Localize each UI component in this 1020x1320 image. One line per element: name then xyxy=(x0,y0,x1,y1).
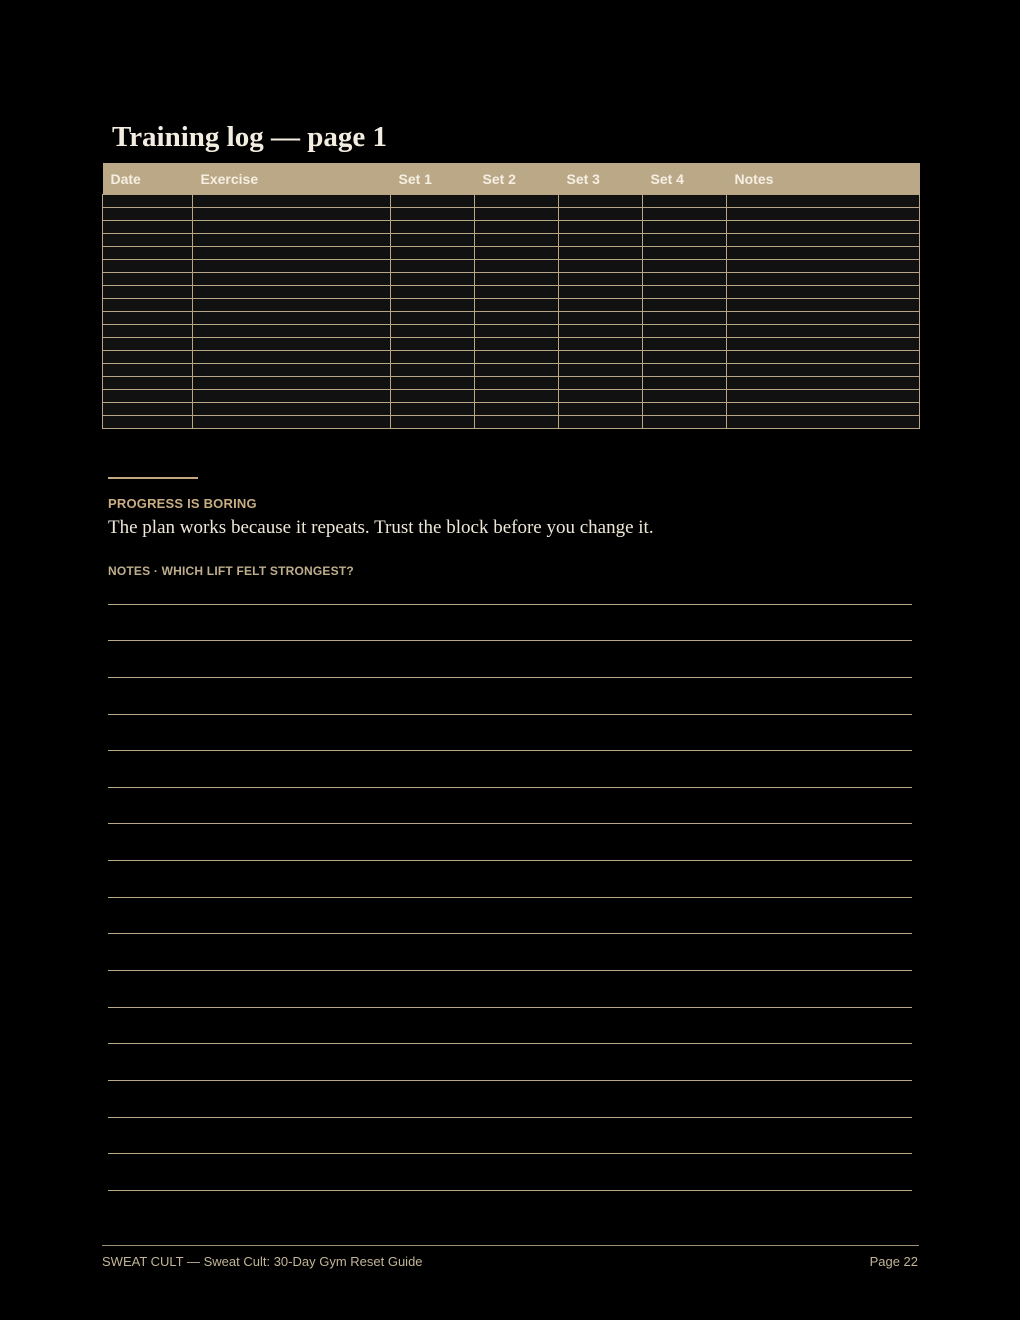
table-cell[interactable] xyxy=(103,325,193,338)
table-cell[interactable] xyxy=(727,364,920,377)
table-cell[interactable] xyxy=(193,312,391,325)
accent-divider xyxy=(108,477,198,479)
table-cell[interactable] xyxy=(475,273,559,286)
table-cell[interactable] xyxy=(391,364,475,377)
note-line[interactable] xyxy=(108,898,912,935)
note-line[interactable] xyxy=(108,751,912,788)
training-log-table xyxy=(102,163,920,429)
table-cell[interactable] xyxy=(475,390,559,403)
table-cell[interactable] xyxy=(193,351,391,364)
table-cell[interactable] xyxy=(475,377,559,390)
table-cell[interactable] xyxy=(727,247,920,260)
table-cell[interactable] xyxy=(727,273,920,286)
table-cell[interactable] xyxy=(475,208,559,221)
table-cell[interactable] xyxy=(391,234,475,247)
table-cell[interactable] xyxy=(193,403,391,416)
footer-page-number: Page 22 xyxy=(869,1254,918,1269)
table-row xyxy=(103,260,920,273)
table-cell[interactable] xyxy=(103,208,193,221)
table-cell[interactable] xyxy=(727,208,920,221)
column-header-date: Date xyxy=(103,163,193,195)
table-cell[interactable] xyxy=(559,195,643,208)
table-cell[interactable] xyxy=(727,325,920,338)
table-row xyxy=(103,208,920,221)
table-row xyxy=(103,416,920,429)
table-cell[interactable] xyxy=(475,325,559,338)
column-header-set-3: Set 3 xyxy=(559,163,643,195)
table-cell[interactable] xyxy=(643,221,727,234)
table-cell[interactable] xyxy=(193,338,391,351)
table-cell[interactable] xyxy=(103,351,193,364)
table-cell[interactable] xyxy=(103,286,193,299)
table-cell[interactable] xyxy=(391,416,475,429)
table-cell[interactable] xyxy=(643,351,727,364)
table-cell[interactable] xyxy=(643,273,727,286)
table-cell[interactable] xyxy=(103,299,193,312)
table-cell[interactable] xyxy=(643,208,727,221)
table-cell[interactable] xyxy=(643,377,727,390)
note-line[interactable] xyxy=(108,824,912,861)
table-row xyxy=(103,403,920,416)
table-cell[interactable] xyxy=(727,260,920,273)
note-line[interactable] xyxy=(108,1044,912,1081)
table-cell[interactable] xyxy=(391,299,475,312)
table-cell[interactable] xyxy=(559,364,643,377)
footer-divider xyxy=(102,1245,919,1246)
note-line[interactable] xyxy=(108,1118,912,1155)
table-cell[interactable] xyxy=(193,286,391,299)
table-cell[interactable] xyxy=(727,312,920,325)
table-cell[interactable] xyxy=(391,273,475,286)
table-row xyxy=(103,273,920,286)
table-cell[interactable] xyxy=(727,390,920,403)
table-cell[interactable] xyxy=(559,299,643,312)
table-cell[interactable] xyxy=(475,234,559,247)
table-cell[interactable] xyxy=(475,403,559,416)
table-cell[interactable] xyxy=(193,377,391,390)
table-cell[interactable] xyxy=(559,286,643,299)
table-cell[interactable] xyxy=(103,377,193,390)
table-cell[interactable] xyxy=(193,247,391,260)
table-cell[interactable] xyxy=(643,325,727,338)
table-cell[interactable] xyxy=(643,299,727,312)
table-cell[interactable] xyxy=(727,221,920,234)
table-cell[interactable] xyxy=(193,390,391,403)
table-cell[interactable] xyxy=(727,299,920,312)
table-cell[interactable] xyxy=(475,299,559,312)
table-cell[interactable] xyxy=(103,416,193,429)
table-cell[interactable] xyxy=(193,273,391,286)
column-header-set-4: Set 4 xyxy=(643,163,727,195)
table-cell[interactable] xyxy=(475,260,559,273)
table-cell[interactable] xyxy=(193,416,391,429)
table-row xyxy=(103,325,920,338)
table-cell[interactable] xyxy=(727,377,920,390)
note-line[interactable] xyxy=(108,678,912,715)
notes-writing-area xyxy=(108,568,912,1191)
table-cell[interactable] xyxy=(103,247,193,260)
note-line[interactable] xyxy=(108,605,912,642)
table-row xyxy=(103,351,920,364)
table-cell[interactable] xyxy=(391,195,475,208)
table-row xyxy=(103,299,920,312)
table-cell[interactable] xyxy=(103,338,193,351)
table-cell[interactable] xyxy=(559,338,643,351)
column-header-set-2: Set 2 xyxy=(475,163,559,195)
table-cell[interactable] xyxy=(475,195,559,208)
table-cell[interactable] xyxy=(193,260,391,273)
table-cell[interactable] xyxy=(727,286,920,299)
callout-label: PROGRESS IS BORING xyxy=(108,496,257,511)
table-cell[interactable] xyxy=(559,312,643,325)
table-cell[interactable] xyxy=(103,390,193,403)
table-cell[interactable] xyxy=(103,273,193,286)
table-cell[interactable] xyxy=(559,325,643,338)
table-row xyxy=(103,234,920,247)
page-title: Training log — page 1 xyxy=(112,121,387,153)
table-cell[interactable] xyxy=(391,403,475,416)
table-cell[interactable] xyxy=(391,377,475,390)
table-cell[interactable] xyxy=(727,351,920,364)
table-cell[interactable] xyxy=(475,221,559,234)
note-line[interactable] xyxy=(108,971,912,1008)
table-cell[interactable] xyxy=(559,260,643,273)
table-cell[interactable] xyxy=(193,325,391,338)
table-cell[interactable] xyxy=(643,416,727,429)
table-cell[interactable] xyxy=(391,325,475,338)
note-line[interactable] xyxy=(108,568,912,605)
table-cell[interactable] xyxy=(103,195,193,208)
table-row xyxy=(103,390,920,403)
table-cell[interactable] xyxy=(103,403,193,416)
table-cell[interactable] xyxy=(103,221,193,234)
table-cell[interactable] xyxy=(643,260,727,273)
table-cell[interactable] xyxy=(643,195,727,208)
table-cell[interactable] xyxy=(643,403,727,416)
table-cell[interactable] xyxy=(643,338,727,351)
table-row xyxy=(103,195,920,208)
table-cell[interactable] xyxy=(475,338,559,351)
table-cell[interactable] xyxy=(475,351,559,364)
note-line[interactable] xyxy=(108,715,912,752)
table-cell[interactable] xyxy=(391,338,475,351)
table-cell[interactable] xyxy=(727,403,920,416)
table-body xyxy=(103,195,920,429)
table-cell[interactable] xyxy=(643,390,727,403)
table-cell[interactable] xyxy=(103,260,193,273)
table-cell[interactable] xyxy=(727,234,920,247)
note-line[interactable] xyxy=(108,861,912,898)
table-cell[interactable] xyxy=(103,364,193,377)
table-cell[interactable] xyxy=(391,260,475,273)
table-header-row xyxy=(103,163,920,195)
column-header-notes: Notes xyxy=(727,163,920,195)
table-row xyxy=(103,221,920,234)
table-cell[interactable] xyxy=(475,364,559,377)
table-cell[interactable] xyxy=(391,390,475,403)
table-cell[interactable] xyxy=(559,416,643,429)
table-cell[interactable] xyxy=(391,247,475,260)
table-row xyxy=(103,338,920,351)
table-cell[interactable] xyxy=(559,234,643,247)
table-row xyxy=(103,247,920,260)
table-row xyxy=(103,377,920,390)
table-cell[interactable] xyxy=(193,234,391,247)
table-cell[interactable] xyxy=(391,221,475,234)
table-cell[interactable] xyxy=(727,338,920,351)
table-cell[interactable] xyxy=(559,377,643,390)
table-row xyxy=(103,286,920,299)
table-cell[interactable] xyxy=(643,247,727,260)
footer-document-title: SWEAT CULT — Sweat Cult: 30-Day Gym Reset Guide xyxy=(102,1254,423,1269)
table-cell[interactable] xyxy=(475,286,559,299)
table-cell[interactable] xyxy=(559,208,643,221)
table-cell[interactable] xyxy=(727,416,920,429)
table-cell[interactable] xyxy=(559,273,643,286)
table-cell[interactable] xyxy=(193,221,391,234)
note-line[interactable] xyxy=(108,788,912,825)
column-header-exercise: Exercise xyxy=(193,163,391,195)
table-cell[interactable] xyxy=(391,286,475,299)
note-line[interactable] xyxy=(108,1081,912,1118)
notes-label: NOTES · WHICH LIFT FELT STRONGEST? xyxy=(108,564,354,578)
table-cell[interactable] xyxy=(193,364,391,377)
table-cell[interactable] xyxy=(475,312,559,325)
table-cell[interactable] xyxy=(559,390,643,403)
table-cell[interactable] xyxy=(391,208,475,221)
callout-body: The plan works because it repeats. Trust the block before you change it. xyxy=(108,517,654,538)
table-cell[interactable] xyxy=(727,195,920,208)
table-cell[interactable] xyxy=(643,312,727,325)
table-row xyxy=(103,364,920,377)
note-line[interactable] xyxy=(108,934,912,971)
table-cell[interactable] xyxy=(559,247,643,260)
table-cell[interactable] xyxy=(193,208,391,221)
column-header-set-1: Set 1 xyxy=(391,163,475,195)
table-row xyxy=(103,312,920,325)
table-cell[interactable] xyxy=(643,286,727,299)
note-line[interactable] xyxy=(108,1154,912,1191)
table-cell[interactable] xyxy=(103,312,193,325)
table-cell[interactable] xyxy=(391,312,475,325)
table-cell[interactable] xyxy=(643,234,727,247)
note-line[interactable] xyxy=(108,1008,912,1045)
table-cell[interactable] xyxy=(643,364,727,377)
table-cell[interactable] xyxy=(193,195,391,208)
table-cell[interactable] xyxy=(559,221,643,234)
table-cell[interactable] xyxy=(559,403,643,416)
table-cell[interactable] xyxy=(391,351,475,364)
table-cell[interactable] xyxy=(475,416,559,429)
note-line[interactable] xyxy=(108,641,912,678)
table-cell[interactable] xyxy=(103,234,193,247)
table-cell[interactable] xyxy=(475,247,559,260)
table-cell[interactable] xyxy=(193,299,391,312)
table-cell[interactable] xyxy=(559,351,643,364)
